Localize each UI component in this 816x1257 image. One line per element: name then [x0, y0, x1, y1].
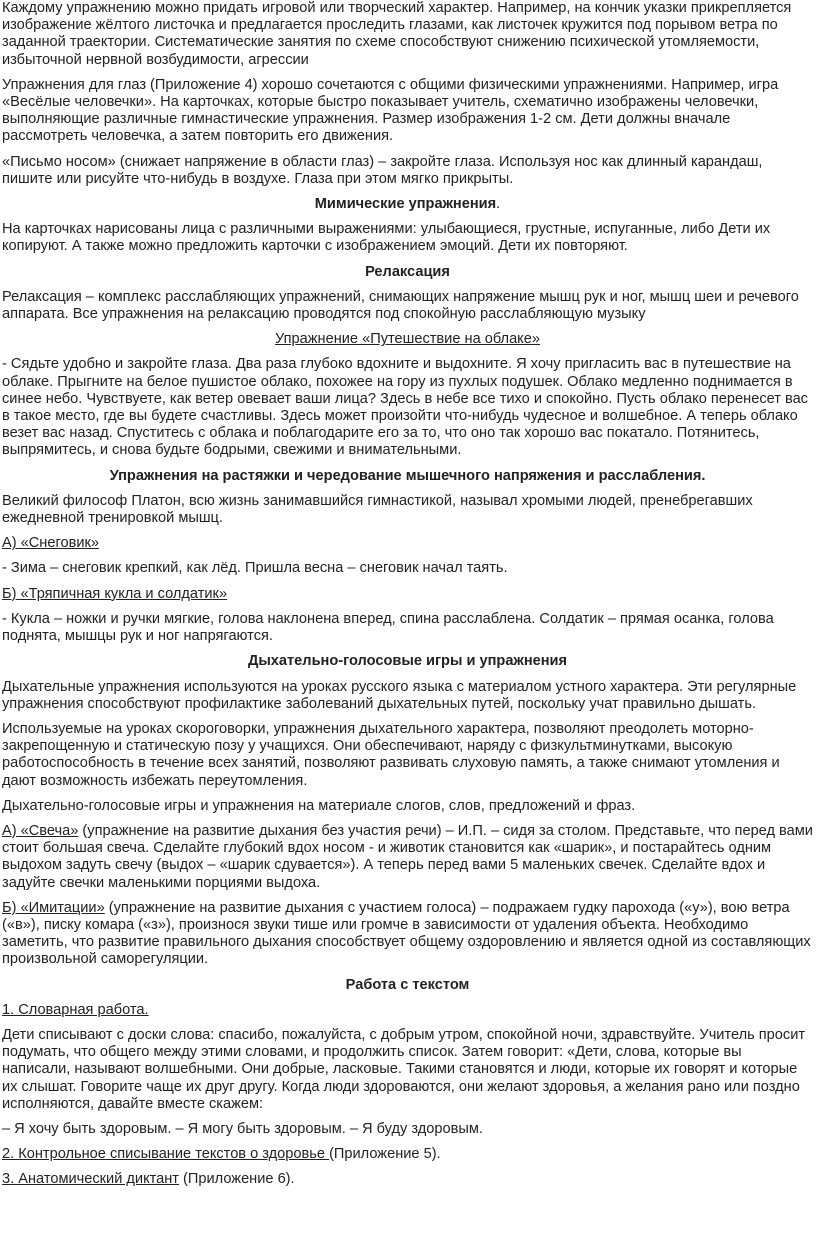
- subheading-vocabulary: [2, 1002, 813, 1019]
- paragraph-plato: Великий философ Платон, всю жизнь занимавшийся гимнастикой, называл хромыми людей, пренебрегавших ежедневной тренировкой мышц.: [2, 492, 753, 527]
- paragraph-vocabulary: Дети списывают с доски слова: спасибо, пожалуйста, с добрым утром, спокойной ночи, здравствуйте. Учитель просит подумать, что общего между этими словами, и продолжить список. Затем говорит: «Дети, слова, которые вы написали, называют волшебными. Они добрые, ласковые. Такими становятся и люди, которые их говорят и которые их слышат. Говорите чаще их друг другу. Когда люди здороваются, они желают здоровья, а желания рано или поздно исполняются, давайте вместе скажем:: [2, 1026, 806, 1112]
- paragraph-health-phrases: – Я хочу быть здоровым. – Я могу быть здоровым. – Я буду здоровым.: [2, 1120, 483, 1137]
- candle-text: (упражнение на развитие дыхания без участия речи) – И.П. – сидя за столом. Представьте, что перед вами стоит большая свеча. Сделайте глубокий вдох носом - и животик становится как «шарик», и постарайтесь одним выдохом задуть свечу (выдох – «шарик сдувается»). А теперь перед вами 5 маленьких свечек. Сделайте вдох и задуйте свечки маленькими порциями выдоха.: [2, 822, 813, 891]
- heading-mimic-dot: .: [496, 196, 501, 213]
- imitations-text: (упражнение на развитие дыхания с участием голоса) – подражаем гудку парохода («у»), вою ветра («в»), писку комара («з»), произнося звуки тише или громче в зависимости от удаления объекта. Необходимо заметить, что развитие правильного дыхания способствует общему оздоровлению и является одной из составляющих произвольной саморегуляции.: [2, 899, 811, 968]
- heading-text-work: Работа с текстом: [345, 976, 470, 993]
- rag-doll-label: Б) «Тряпичная кукла и солдатик»: [2, 585, 228, 602]
- paragraph-cloud-journey: - Сядьте удобно и закройте глаза. Два раза глубоко вдохните и выдохните. Я хочу пригласить вас в путешествие на облаке. Прыгните на белое пушистое облако, похожее на гору из пухлых подушек. Облако медленно поднимается в синее небо. Чувствуете, как ветер овевает ваши лица? Здесь в небе все тихо и спокойно. Пусть облако перенесет вас в такое место, где вы будете счастливы. Здесь может произойти что-нибудь чудесное и волшебное. А теперь облако везет вас назад. Спуститесь с облака и поблагодарите его за то, что оно так хорошо вас покатало. Потянитесь, выпрямитесь, и снова будьте бодрыми, свежими и внимательными.: [2, 356, 808, 459]
- subheading-snowman: [2, 535, 813, 552]
- heading-mimic-text: Мимические упражнения: [314, 196, 497, 213]
- paragraph-rag-doll: - Кукла – ножки и ручки мягкие, голова наклонена вперед, спина расслаблена. Солдатик – прямая осанка, голова поднята, мышцы рук и ног напрягаются.: [2, 610, 774, 645]
- snowman-label: А) «Снеговик»: [2, 535, 100, 552]
- dictation-appendix: (Приложение 6).: [179, 1171, 295, 1188]
- heading-cloud-journey: Упражнение «Путешествие на облаке»: [275, 331, 540, 348]
- copying-label: 2. Контрольное списывание текстов о здоровье: [2, 1146, 330, 1163]
- paragraph-nose-writing: «Письмо носом» (снижает напряжение в области глаз) – закройте глаза. Используя нос как длинный карандаш, пишите или рисуйте что-нибудь в воздухе. Глаза при этом мягко прикрыты.: [2, 153, 763, 187]
- paragraph-snowman: - Зима – снеговик крепкий, как лёд. Пришла весна – снеговик начал таять.: [2, 560, 508, 577]
- candle-label: А) «Свеча»: [2, 822, 79, 839]
- paragraph-face-cards: На карточках нарисованы лица с различными выражениями: улыбающиеся, грустные, испуганные, либо Дети их копируют. А также можно предложить карточки с изображением эмоций. Дети их повторяют.: [2, 221, 771, 255]
- heading-breathing: Дыхательно-голосовые игры и упражнения: [247, 653, 568, 670]
- heading-stretching: Упражнения на растяжки и чередование мышечного напряжения и расслабления.: [109, 467, 706, 484]
- paragraph-eye-exercises: Упражнения для глаз (Приложение 4) хорошо сочетаются с общими физическими упражнениями. Например, игра «Весёлые человечки». На карточках, которые быстро показывает учитель, схематично изображены человечки, выполняющие различные гимнастические упражнения. Размер изображения 1-2 см. Дети должны вначале рассмотреть человечка, а затем повторить его движения.: [2, 76, 779, 145]
- paragraph-game-character: Каждому упражнению можно придать игровой или творческий характер. Например, на кончик указки прикрепляется изображение жёлтого листочка и предлагается проследить глазами, как листочек кружится под порывом ветра по заданной траектории. Систематические занятия по схеме способствуют снижению психической утомляемости, избыточной нервной возбудимости, агрессии: [2, 0, 792, 68]
- copying-appendix: (Приложение 5).: [329, 1146, 441, 1163]
- heading-mimic-exercises: [2, 196, 813, 213]
- paragraph-imitations: [2, 900, 813, 969]
- subheading-copying: [2, 1146, 813, 1163]
- paragraph-relaxation-definition: Релаксация – комплекс расслабляющих упражнений, снимающих напряжение мышц рук и ног, мышц шеи и речевого аппарата. Все упражнения на релаксацию проводятся под спокойную расслабляющую музыку: [2, 288, 799, 323]
- vocabulary-label: 1. Словарная работа.: [2, 1001, 149, 1018]
- subheading-dictation: [2, 1171, 813, 1188]
- paragraph-candle: [2, 823, 813, 892]
- dictation-label: 3. Анатомический диктант: [2, 1171, 179, 1188]
- paragraph-breathing-lessons: Дыхательные упражнения используются на уроках русского языка с материалом устного характера. Эти регулярные упражнения способствуют профилактике заболеваний дыхательных путей, поскольку учат правильно дышать.: [2, 678, 797, 712]
- imitations-label: Б) «Имитации»: [2, 899, 105, 916]
- paragraph-tongue-twisters: Используемые на уроках скороговорки, упражнения дыхательного характера, позволяют преодолеть моторно-закрепощенную и статическую позу у учащихся. Они обеспечивают, наряду с физкультминутками, высокую работоспособность в течение всех занятий, позволяют развивать слуховую память, а также снимают утомления и дают возможность избежать переутомления.: [2, 720, 780, 789]
- heading-relaxation: Релаксация: [365, 263, 450, 280]
- subheading-rag-doll: [2, 586, 813, 603]
- paragraph-syllables: Дыхательно-голосовые игры и упражнения на материале слогов, слов, предложений и фраз.: [2, 797, 636, 814]
